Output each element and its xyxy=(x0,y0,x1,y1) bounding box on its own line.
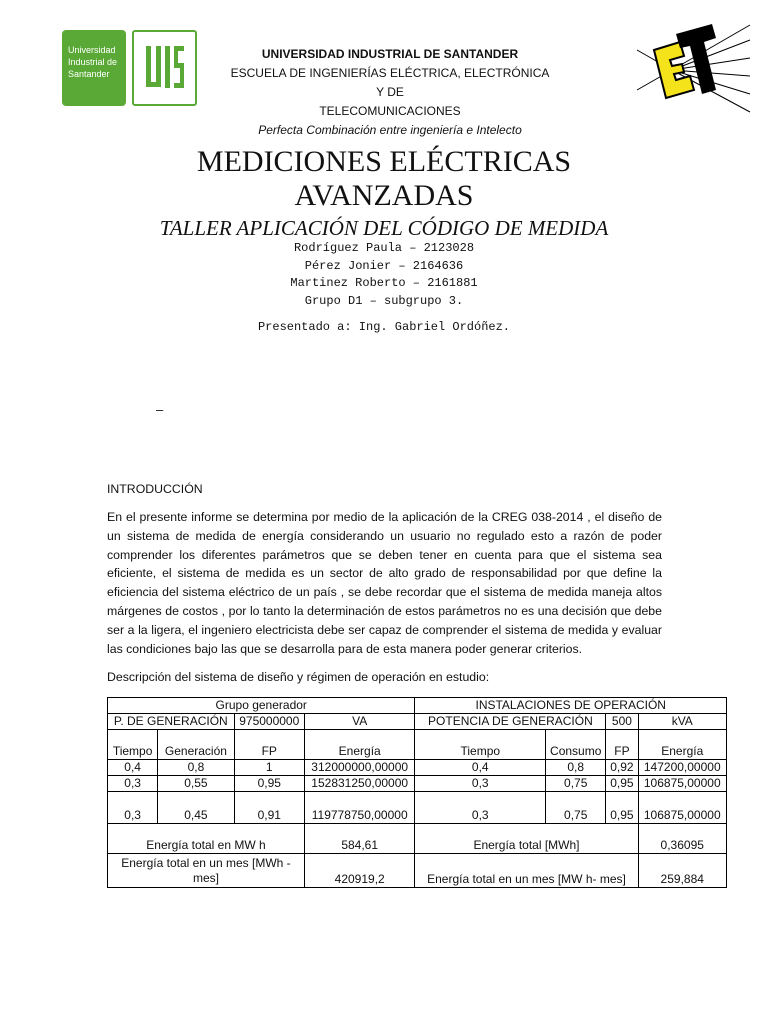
university-name: UNIVERSIDAD INDUSTRIAL DE SANTANDER xyxy=(261,47,519,61)
inst-power-unit: kVA xyxy=(638,714,727,730)
uis-emblem-icon xyxy=(132,30,197,106)
table-cell: 0,91 xyxy=(234,792,304,824)
table-cell: 0,3 xyxy=(108,792,158,824)
gen-power-unit: VA xyxy=(304,714,415,730)
col-header: Tiempo xyxy=(415,730,546,760)
total-left-label: Energía total en MW h xyxy=(108,824,305,854)
col-header: Energía xyxy=(304,730,415,760)
table-cell: 0,8 xyxy=(546,760,606,776)
uis-logo-box xyxy=(62,30,126,106)
uis-logo-text: Universidad Industrial de Santander xyxy=(68,45,118,79)
table-column-header-row xyxy=(108,730,727,760)
author-line: Pérez Jonier – 2164636 xyxy=(304,258,464,273)
inst-power-label: POTENCIA DE GENERACIÓN xyxy=(415,714,606,730)
author-line: Rodríguez Paula – 2123028 xyxy=(293,241,475,255)
table-cell: 0,4 xyxy=(108,760,158,776)
table-cell: 0,95 xyxy=(606,776,638,792)
authors-list xyxy=(200,240,568,310)
author-line: Martinez Roberto – 2161881 xyxy=(290,276,478,290)
col-header: Energía xyxy=(638,730,727,760)
table-cell: 152831250,00000 xyxy=(304,776,415,792)
table-cell: 106875,00000 xyxy=(638,776,727,792)
gen-group-header: Grupo generador xyxy=(108,698,415,714)
total-right-value: 0,36095 xyxy=(638,824,727,854)
gen-power-value: 975000000 xyxy=(234,714,304,730)
table-cell: 147200,00000 xyxy=(638,760,727,776)
intro-heading: INTRODUCCIÓN xyxy=(107,482,203,496)
table-cell: 312000000,00000 xyxy=(304,760,415,776)
energy-table xyxy=(107,697,727,888)
title-line2: AVANZADAS xyxy=(294,179,474,212)
table-cell: 0,4 xyxy=(415,760,546,776)
table-power-row xyxy=(108,714,727,730)
month-left-value: 420919,2 xyxy=(304,854,415,888)
total-right-label: Energía total [MWh] xyxy=(415,824,638,854)
motto: Perfecta Combinación entre ingeniería e Intelecto xyxy=(258,123,522,137)
school-name-line2: TELECOMUNICACIONES xyxy=(319,104,461,118)
e3t-logo-icon xyxy=(632,20,752,120)
col-header: Consumo xyxy=(546,730,606,760)
table-cell: 0,3 xyxy=(108,776,158,792)
table-cell: 0,45 xyxy=(158,792,234,824)
table-row xyxy=(108,792,727,824)
table-header-row xyxy=(108,698,727,714)
document-subtitle: TALLER APLICACIÓN DEL CÓDIGO DE MEDIDA xyxy=(159,216,609,240)
table-cell: 1 xyxy=(234,760,304,776)
col-header: FP xyxy=(606,730,638,760)
col-header: Tiempo xyxy=(108,730,158,760)
dash-mark: – xyxy=(156,402,164,417)
month-right-label: Energía total en un mes [MW h- mes] xyxy=(415,854,638,888)
table-cell: 0,8 xyxy=(158,760,234,776)
system-description: Descripción del sistema de diseño y régimen de operación en estudio: xyxy=(107,670,490,684)
table-cell: 0,3 xyxy=(415,792,546,824)
table-cell: 0,75 xyxy=(546,776,606,792)
table-cell: 0,92 xyxy=(606,760,638,776)
month-left-label: Energía total en un mes [MWh - mes] xyxy=(108,854,305,888)
col-header: Generación xyxy=(158,730,234,760)
uis-logo xyxy=(62,30,197,106)
title-line1: MEDICIONES ELÉCTRICAS xyxy=(196,145,572,178)
inst-power-value: 500 xyxy=(606,714,638,730)
intro-paragraph: En el presente informe se determina por medio de la aplicación de la CREG 038-2014 , el diseño de un sistema de medida de energía considerando un usuario no regulado esto a razón de poder comprender los diferentes parámetros que se deben tener en cuenta para que el sistema sea eficiente, el sistema de medida es un sector de alto grado de responsabilidad por que define la eficiencia del sistema eléctrico de un país , se debe recordar que el sistema de medida maneja altos márgenes de costos , por lo tanto la determinación de estos parámetros no es una decisión que debe ser a la ligera, el ingeniero electricista debe ser capaz de comprender el sistema de medida y evaluar las condiciones bajo las que se desarrolla para de esta manera poder generar criterios. xyxy=(107,510,662,656)
col-header: FP xyxy=(234,730,304,760)
institution-header xyxy=(230,45,550,140)
table-total-row xyxy=(108,824,727,854)
total-left-value: 584,61 xyxy=(304,824,415,854)
month-right-value: 259,884 xyxy=(638,854,727,888)
gen-power-label: P. DE GENERACIÓN xyxy=(108,714,235,730)
table-cell: 0,3 xyxy=(415,776,546,792)
table-cell: 0,95 xyxy=(606,792,638,824)
school-name-line1: ESCUELA DE INGENIERÍAS ELÉCTRICA, ELECTRÓNICA Y DE xyxy=(230,66,550,99)
table-month-row xyxy=(108,854,727,888)
table-cell: 0,75 xyxy=(546,792,606,824)
installations-header: INSTALACIONES DE OPERACIÓN xyxy=(415,698,727,714)
table-cell: 119778750,00000 xyxy=(304,792,415,824)
presented-to: Presentado a: Ing. Gabriel Ordóñez. xyxy=(257,320,511,334)
table-cell: 0,55 xyxy=(158,776,234,792)
table-row xyxy=(108,760,727,776)
group-line: Grupo D1 – subgrupo 3. xyxy=(304,293,464,308)
table-cell: 0,95 xyxy=(234,776,304,792)
table-row xyxy=(108,776,727,792)
table-cell: 106875,00000 xyxy=(638,792,727,824)
document-title xyxy=(140,145,628,213)
